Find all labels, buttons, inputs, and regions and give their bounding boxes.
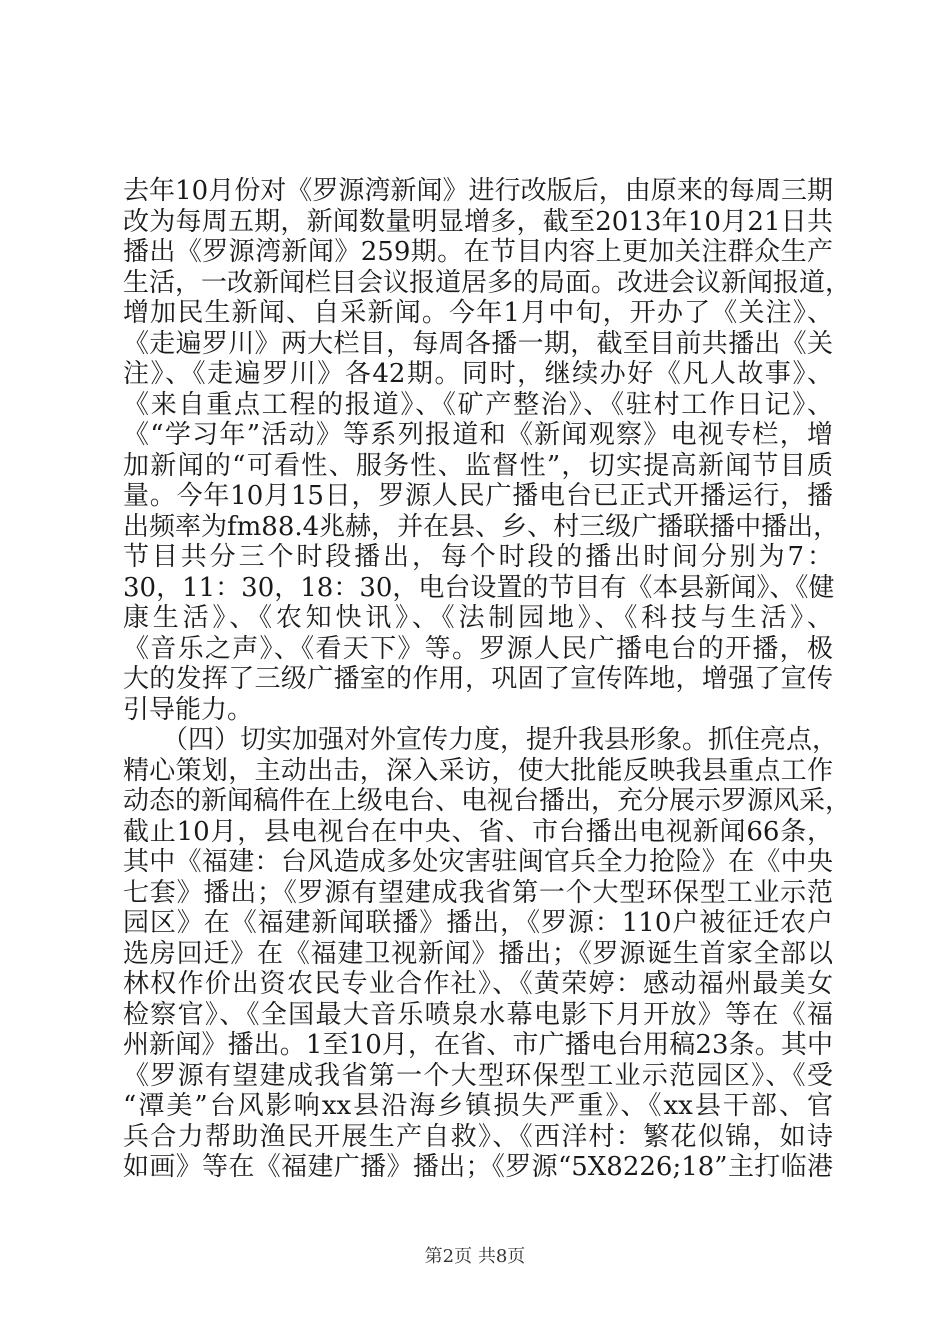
text-line: 《走遍罗川》两大栏目，每周各播一期，截至目前共播出《关 xyxy=(123,328,833,359)
text-line: 引导能力。 xyxy=(123,694,254,725)
text-line: 量。今年10月15日，罗源人民广播电台已正式开播运行，播 xyxy=(123,481,833,511)
text-line: 节目共分三个时段播出，每个时段的播出时间分别为7： xyxy=(123,542,833,572)
text-line: 选房回迁》在《福建卫视新闻》播出；《罗源诞生首家全部以 xyxy=(123,938,833,969)
text-line: 加新闻的“可看性、服务性、监督性”，切实提高新闻节目质 xyxy=(123,450,833,481)
text-line: 《罗源有望建成我省第一个大型环保型工业示范园区》、《受 xyxy=(123,1060,833,1091)
text-line: 林权作价出资农民专业合作社》、《黄荣婷：感动福州最美女 xyxy=(123,969,833,999)
text-line: （四）切实加强对外宣传力度，提升我县形象。抓住亮点， xyxy=(123,725,839,755)
text-line: 注》、《走遍罗川》各42期。同时，继续办好《凡人故事》、 xyxy=(123,359,833,389)
text-line: “潭美”台风影响xx县沿海乡镇损失严重》、《xx县干部、官 xyxy=(123,1091,833,1121)
text-line: 《“学习年”活动》等系列报道和《新闻观察》电视专栏，增 xyxy=(123,420,833,450)
text-line: 兵合力帮助渔民开展生产自救》、《西洋村：繁花似锦，如诗 xyxy=(123,1121,833,1152)
text-line: 出频率为fm88.4兆赫，并在县、乡、村三级广播联播中播出， xyxy=(123,511,840,542)
text-line: 如画》等在《福建广播》播出；《罗源“5X8226;18”主打临港 xyxy=(123,1152,833,1182)
text-line: 大的发挥了三级广播室的作用，巩固了宣传阵地，增强了宣传 xyxy=(123,664,833,694)
text-line: 七套》播出；《罗源有望建成我省第一个大型环保型工业示范 xyxy=(123,877,833,908)
body-text xyxy=(123,176,852,1183)
text-line: 增加民生新闻、自采新闻。今年1月中旬，开办了《关注》、 xyxy=(123,298,833,328)
text-line: 州新闻》播出。1至10月，在省、市广播电台用稿23条。其中 xyxy=(123,1030,833,1060)
text-line: 去年10月份对《罗源湾新闻》进行改版后，由原来的每周三期 xyxy=(123,176,833,206)
text-line: 其中《福建：台风造成多处灾害驻闽官兵全力抢险》在《中央 xyxy=(123,847,833,877)
text-line: 截止10月，县电视台在中央、省、市台播出电视新闻66条， xyxy=(123,816,833,847)
page-footer: 第2页 共8页 xyxy=(424,1246,526,1267)
text-line: 《音乐之声》、《看天下》等。罗源人民广播电台的开播，极 xyxy=(123,633,833,664)
text-line: 康生活》、《农知快讯》、《法制园地》、《科技与生活》、 xyxy=(123,603,833,633)
text-line: 《来自重点工程的报道》、《矿产整治》、《驻村工作日记》、 xyxy=(123,389,833,420)
text-line: 精心策划，主动出击，深入采访，使大批能反映我县重点工作 xyxy=(123,755,833,786)
text-line: 30，11：30，18：30，电台设置的节目有《本县新闻》、《健 xyxy=(123,572,835,603)
text-line: 改为每周五期，新闻数量明显增多，截至2013年10月21日共 xyxy=(123,206,833,237)
text-line: 园区》在《福建新闻联播》播出，《罗源：110户被征迁农户 xyxy=(123,908,833,938)
text-line: 生活，一改新闻栏目会议报道居多的局面。改进会议新闻报道， xyxy=(123,267,852,298)
text-line: 动态的新闻稿件在上级电台、电视台播出，充分展示罗源风采， xyxy=(123,786,852,816)
text-line: 播出《罗源湾新闻》259期。在节目内容上更加关注群众生产 xyxy=(123,237,833,267)
text-line: 检察官》、《全国最大音乐喷泉水幕电影下月开放》等在《福 xyxy=(123,999,833,1030)
